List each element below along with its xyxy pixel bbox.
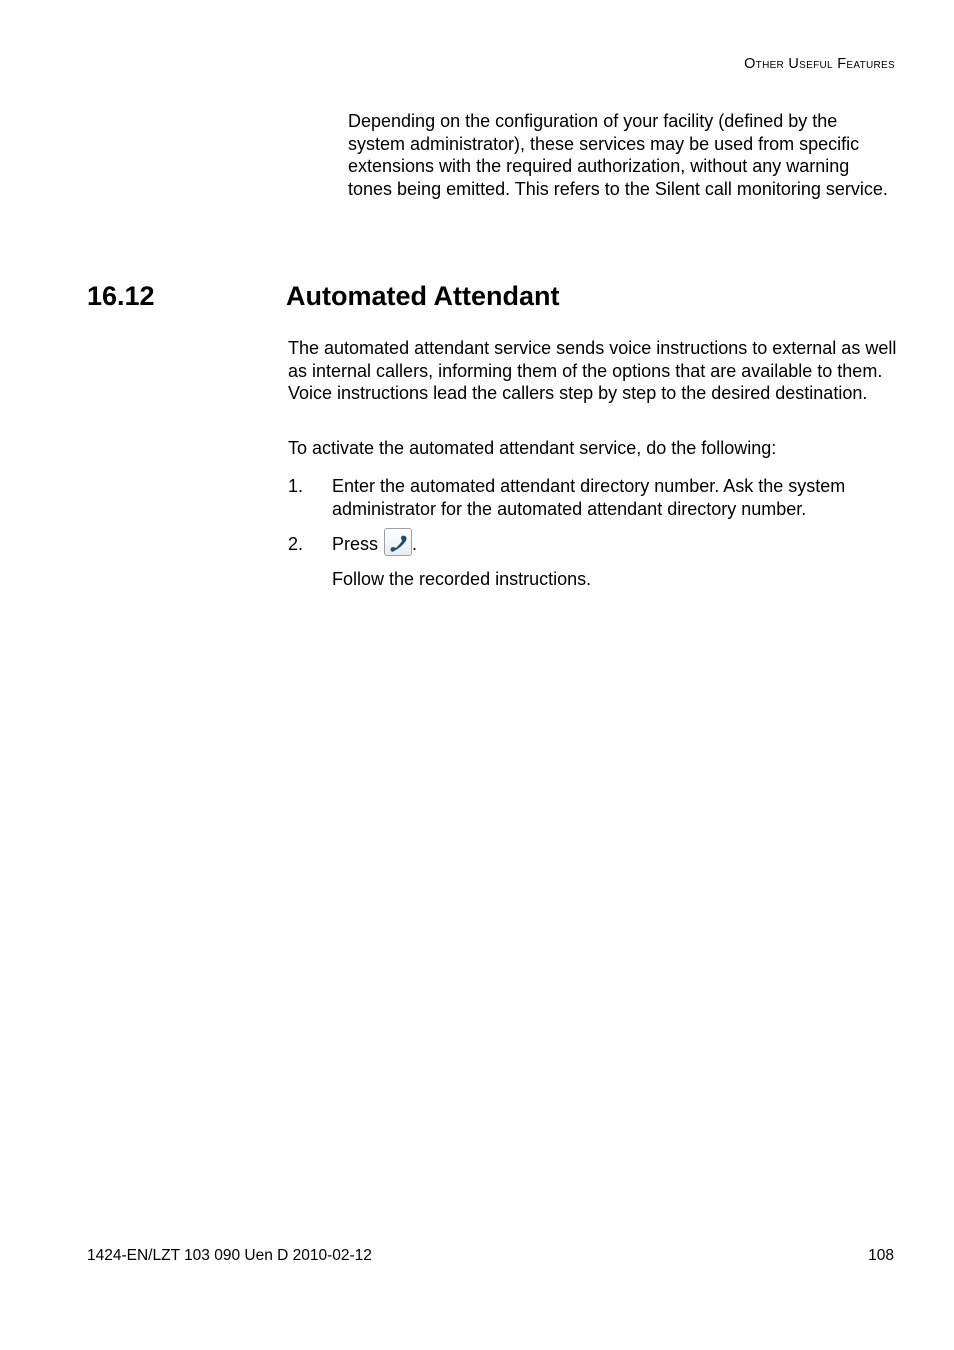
step-number: 2.: [288, 534, 304, 554]
section-number: 16.12: [87, 281, 155, 311]
section-title: Automated Attendant: [286, 281, 560, 311]
intro-paragraph: Depending on the configuration of your facility (defined by the system administrator), these services may be used from specific extensions with the required authorization, without any warning tones being emitted. This refers to the Silent call monitoring service.: [348, 111, 888, 199]
instruction-lead: To activate the automated attendant service, do the following:: [288, 438, 777, 458]
step-text: [332, 533, 898, 556]
call-key-icon: [384, 528, 412, 556]
followup-text: Follow the recorded instructions.: [332, 569, 592, 589]
step-number: 1.: [288, 476, 304, 496]
step-press-text: Press: [332, 534, 379, 554]
description-paragraph: The automated attendant service sends voice instructions to external as well as internal callers, informing them of the options that are available to them. Voice instructions lead the callers step by step to the desired destination.: [288, 338, 897, 404]
step-suffix: .: [412, 534, 418, 554]
running-header: Other Useful Features: [744, 56, 895, 72]
document-reference: 1424-EN/LZT 103 090 Uen D 2010-02-12: [87, 1247, 372, 1264]
page-number: 108: [868, 1247, 894, 1264]
step-text: Enter the automated attendant directory number. Ask the system administrator for the automated attendant directory number.: [332, 476, 846, 519]
